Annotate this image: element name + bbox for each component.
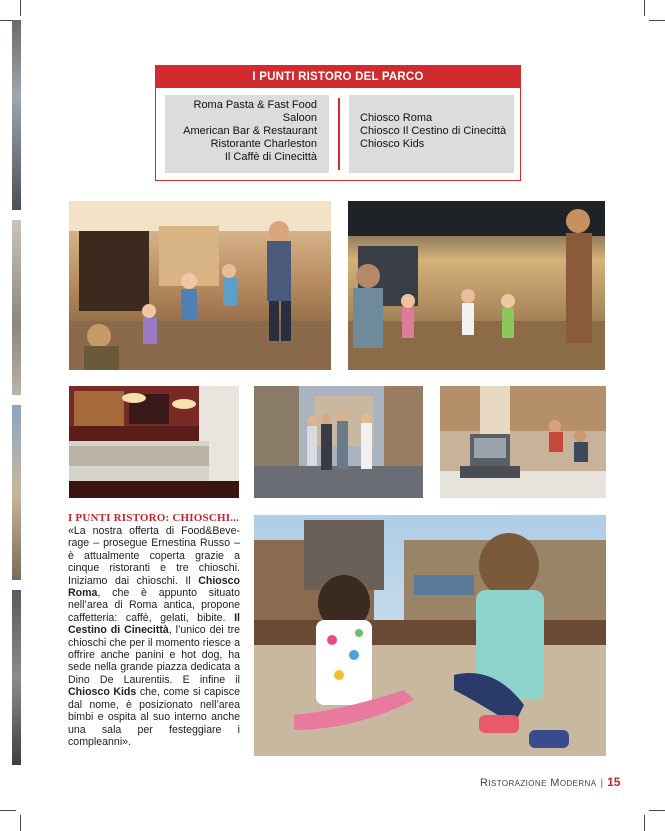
photo-kids-dancing-left bbox=[69, 201, 331, 370]
body-text: , che è appunto situato nell’area di Roma antica, propone caffetteria: caffè, gelati, bibite. bbox=[68, 587, 240, 624]
body-text: «La nostra offerta di Food&Beverage – prosegue Ernestina Russo – è attualmente coperta grazie a cinque ristoranti e tre chioschi. Iniziamo dai chioschi. Il bbox=[68, 525, 240, 587]
body-bold-text: Chiosco Kids bbox=[68, 686, 137, 699]
list-item: Chiosco Kids bbox=[360, 138, 425, 150]
list-item: American Bar & Restaurant bbox=[183, 125, 317, 137]
list-item: Il Caffè di Cinecittà bbox=[224, 151, 317, 163]
body-text: , l’unico dei tre chioschi che per il momento riesce a offrire anche panini e hot dog, ha sede nella grande piazza dedicata a Dino De Laurentiis. E infine il bbox=[68, 624, 240, 686]
column-divider bbox=[338, 98, 340, 170]
kiosks-list bbox=[349, 95, 514, 173]
crop-mark bbox=[649, 810, 665, 811]
body-bold-text: Chiosco Roma bbox=[68, 574, 240, 600]
list-item: Roma Pasta & Fast Food bbox=[193, 99, 317, 111]
photo-cafe-counter bbox=[69, 386, 239, 498]
photo-kids-dancing-right bbox=[348, 201, 605, 370]
photo-street-actors bbox=[254, 386, 423, 498]
crop-mark bbox=[20, 0, 21, 16]
crop-mark bbox=[644, 0, 645, 16]
list-item: Chiosco Il Cestino di Cinecittà bbox=[360, 125, 507, 137]
restaurants-list bbox=[165, 95, 329, 173]
crop-mark bbox=[649, 20, 665, 21]
footer-separator: | bbox=[600, 778, 604, 789]
page-footer bbox=[480, 775, 620, 789]
crop-mark bbox=[20, 815, 21, 831]
food-points-box bbox=[155, 65, 521, 181]
box-title: I PUNTI RISTORO DEL PARCO bbox=[156, 66, 520, 88]
article-body bbox=[68, 525, 240, 748]
body-text: che, come si capisce dal nome, è posizionato nell’area bimbi e ospita al suo interno anche una sala per festeggiare i compleanni». bbox=[68, 686, 240, 748]
photo-children-western-set bbox=[254, 515, 606, 756]
body-bold-text: Il Cestino di Cinecittà bbox=[68, 611, 240, 637]
article-kiosks bbox=[68, 511, 240, 748]
page-number: 15 bbox=[607, 775, 621, 789]
list-item: Chiosco Roma bbox=[360, 112, 433, 124]
crop-mark bbox=[0, 810, 16, 811]
crop-mark bbox=[644, 815, 645, 831]
list-item: Saloon bbox=[282, 112, 317, 124]
list-item: Ristorante Charleston bbox=[210, 138, 317, 150]
photo-restaurant-cashier bbox=[440, 386, 606, 498]
article-heading: I PUNTI RISTORO: CHIOSCHI... bbox=[68, 512, 240, 524]
magazine-name: Ristorazione Moderna bbox=[480, 777, 597, 789]
